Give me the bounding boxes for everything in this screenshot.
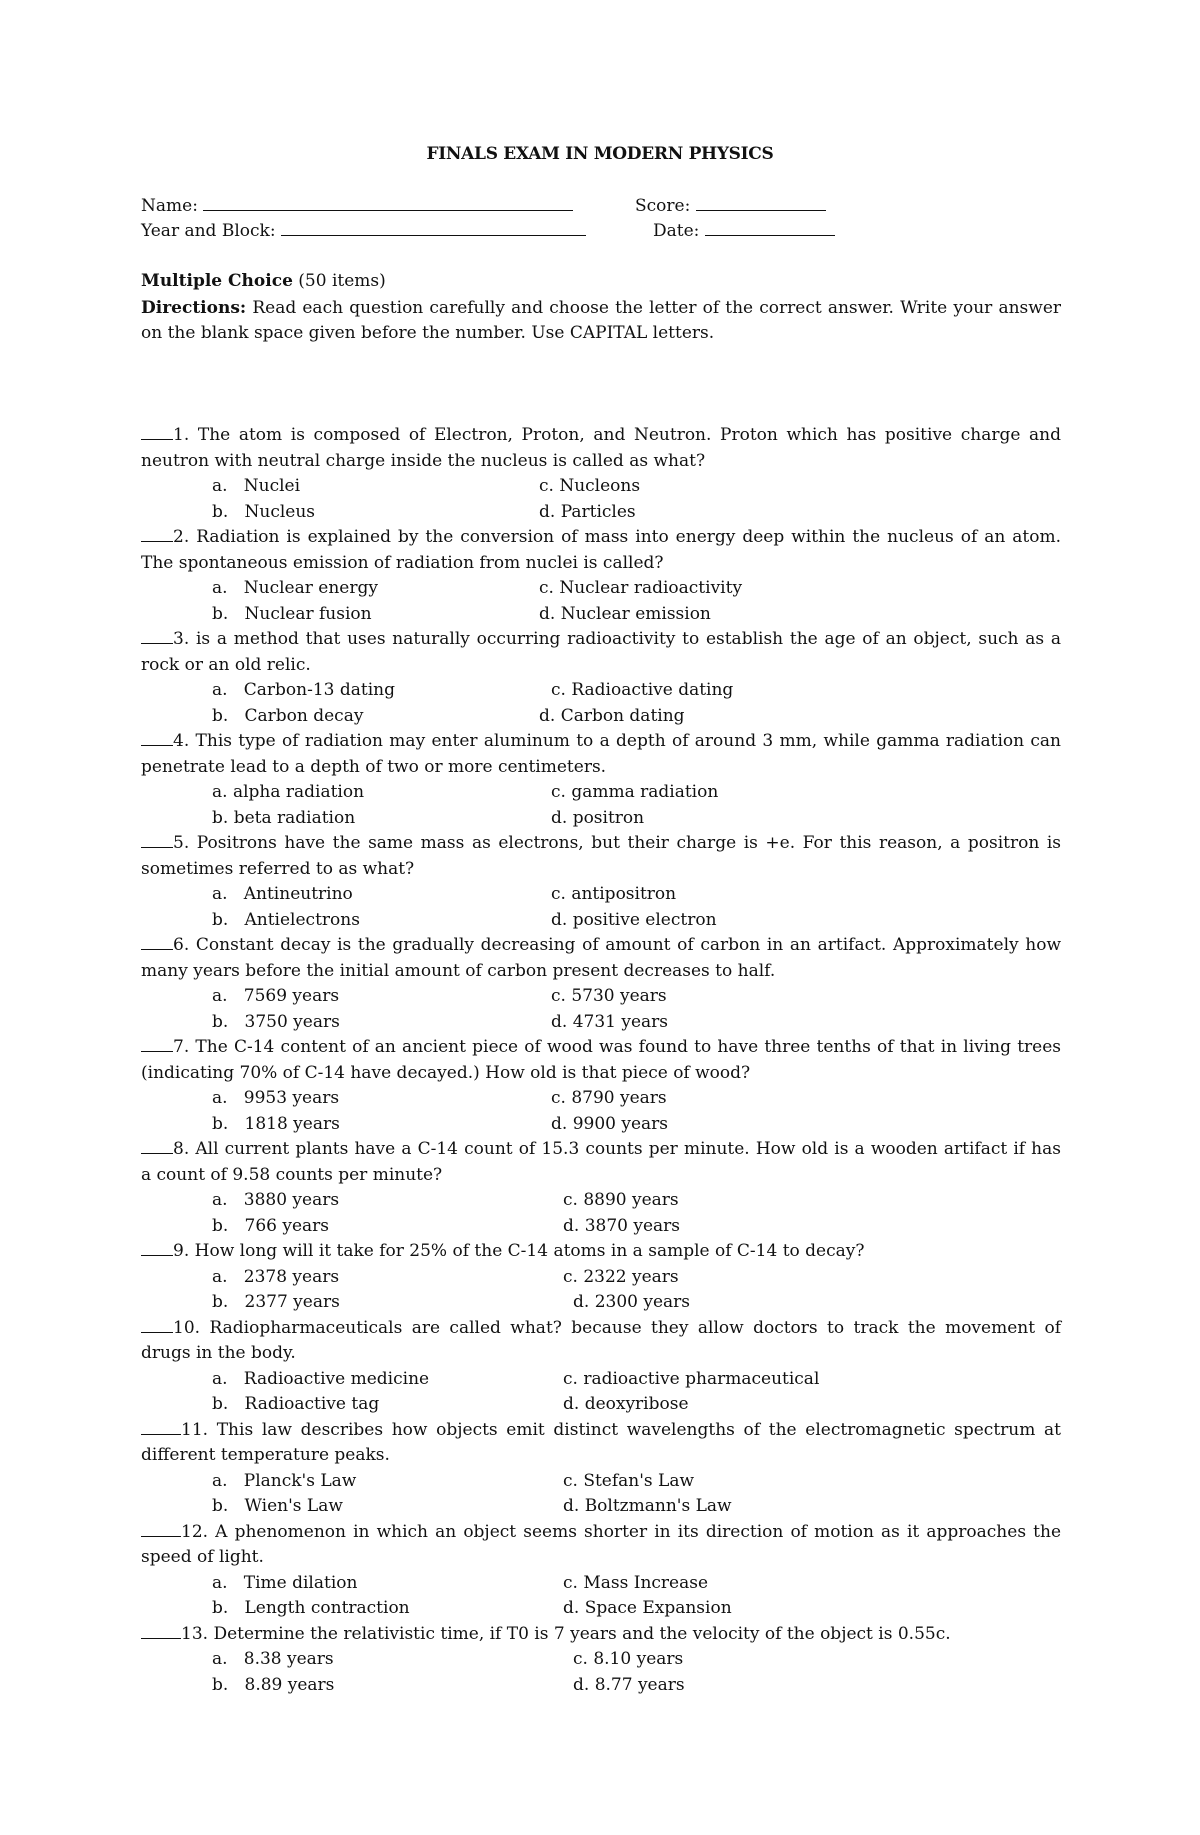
answer-options xyxy=(141,1469,1061,1520)
answer-options xyxy=(141,780,1061,831)
question-text-line xyxy=(141,525,1061,576)
question-item xyxy=(141,1316,1061,1418)
question-text: How long will it take for 25% of the C-14 atoms in a sample of C-14 to decay? xyxy=(194,1241,865,1261)
question-item xyxy=(141,831,1061,933)
answer-blank[interactable] xyxy=(141,629,173,644)
option-c: c. 8890 years xyxy=(563,1190,679,1210)
answer-blank[interactable] xyxy=(141,1139,173,1154)
option-a: a. Radioactive medicine xyxy=(212,1368,430,1389)
answer-blank[interactable] xyxy=(141,833,173,848)
question-item xyxy=(141,525,1061,627)
option-c: c. 5730 years xyxy=(551,986,667,1006)
directions-text: Read each question carefully and choose the letter of the correct answer. Write your answer on the blank space given before the number. Use CAPITAL letters. xyxy=(141,298,1062,343)
question-text: A phenomenon in which an object seems shorter in its direction of motion as it approaches the speed of light. xyxy=(141,1521,1061,1567)
question-text-line xyxy=(141,729,1061,780)
option-a: a. Time dilation xyxy=(212,1572,358,1593)
option-a: a. 2378 years xyxy=(212,1266,340,1287)
answer-blank[interactable] xyxy=(141,1522,181,1537)
option-c: c. Nuclear radioactivity xyxy=(539,578,743,598)
question-text: Determine the relativistic time, if T0 is 7 years and the velocity of the object is 0.55c. xyxy=(213,1623,951,1644)
question-text: Constant decay is the gradually decreasing of amount of carbon in an artifact. Approximately how many years before the initial amount of carbon present decreases to half. xyxy=(141,935,1062,981)
answer-options xyxy=(141,1086,1061,1137)
question-number: 11. xyxy=(181,1419,209,1440)
option-a: a. Nuclei xyxy=(212,476,301,496)
question-item xyxy=(141,729,1061,831)
answer-options xyxy=(141,984,1061,1035)
option-c: c. gamma radiation xyxy=(551,782,719,802)
question-text-line xyxy=(141,1520,1061,1571)
option-a: a. 3880 years xyxy=(212,1190,340,1210)
question-number: 2. xyxy=(173,527,190,547)
option-b: b. Carbon decay xyxy=(212,705,364,726)
question-text-line xyxy=(141,1316,1061,1367)
option-b: b. beta radiation xyxy=(212,807,356,828)
question-text-line xyxy=(141,1137,1061,1188)
question-item xyxy=(141,1239,1061,1316)
option-a: a. 8.38 years xyxy=(212,1649,334,1669)
question-text: This law describes how objects emit distinct wavelengths of the electromagnetic spectrum at different temperature peaks. xyxy=(141,1419,1061,1465)
question-text-line xyxy=(141,831,1061,882)
score-label: Score: xyxy=(635,196,691,216)
option-c: c. 8.10 years xyxy=(573,1649,684,1669)
question-text: The C-14 content of an ancient piece of wood was found to have three tenths of that in living trees (indicating 70% of C-14 have decayed.) How old is that piece of wood? xyxy=(141,1037,1062,1083)
question-item xyxy=(141,1520,1061,1622)
option-d: d. 4731 years xyxy=(551,1011,669,1032)
exam-title: FINALS EXAM IN MODERN PHYSICS xyxy=(426,144,774,164)
question-text-line xyxy=(141,1239,1061,1265)
question-text: All current plants have a C-14 count of 15.3 counts per minute. How old is a wooden artifact if has a count of 9.58 counts per minute? xyxy=(141,1139,1061,1185)
directions xyxy=(141,296,1061,346)
answer-options xyxy=(141,1265,1061,1316)
question-item xyxy=(141,1035,1061,1137)
option-c: c. 8790 years xyxy=(551,1088,667,1108)
option-b: b. Length contraction xyxy=(212,1598,410,1618)
answer-blank[interactable] xyxy=(141,1241,173,1256)
option-d: d. positive electron xyxy=(551,909,717,930)
directions-label: Directions: xyxy=(141,298,247,318)
year-block-field xyxy=(141,219,586,241)
option-d: d. 8.77 years xyxy=(573,1674,685,1695)
answer-options xyxy=(141,678,1061,729)
date-blank[interactable] xyxy=(705,219,835,236)
option-c: c. Radioactive dating xyxy=(551,680,734,700)
option-d: d. Carbon dating xyxy=(539,705,685,726)
question-item xyxy=(141,423,1061,525)
answer-blank[interactable] xyxy=(141,731,173,746)
option-d: d. Particles xyxy=(539,501,636,522)
option-d: d. deoxyribose xyxy=(563,1394,689,1414)
option-d: d. Space Expansion xyxy=(563,1598,732,1618)
question-text: is a method that uses naturally occurring radioactivity to establish the age of an object, such as a rock or an old relic. xyxy=(141,629,1061,675)
question-number: 9. xyxy=(173,1241,190,1261)
answer-blank[interactable] xyxy=(141,1624,181,1639)
question-text-line xyxy=(141,1035,1061,1086)
answer-options xyxy=(141,474,1061,525)
option-a: a. Nuclear energy xyxy=(212,578,378,598)
name-field xyxy=(141,194,573,216)
question-list xyxy=(141,423,1061,1698)
section-heading xyxy=(141,271,386,291)
date-label: Date: xyxy=(653,221,700,241)
question-item xyxy=(141,627,1061,729)
name-blank[interactable] xyxy=(203,194,573,211)
score-blank[interactable] xyxy=(696,194,826,211)
answer-options xyxy=(141,1571,1061,1622)
question-text: Radiation is explained by the conversion of mass into energy deep within the nucleus of an atom. The spontaneous emission of radiation from nuclei is called? xyxy=(141,527,1062,573)
answer-blank[interactable] xyxy=(141,527,173,542)
option-b: b. Antielectrons xyxy=(212,909,360,930)
answer-options xyxy=(141,1647,1061,1698)
answer-blank[interactable] xyxy=(141,425,173,440)
question-item xyxy=(141,1418,1061,1520)
option-a: a. Antineutrino xyxy=(212,884,353,904)
option-a: a. 9953 years xyxy=(212,1088,340,1108)
option-c: c. 2322 years xyxy=(563,1266,679,1287)
option-b: b. Wien's Law xyxy=(212,1496,343,1516)
option-b: b. Nucleus xyxy=(212,501,316,522)
question-item xyxy=(141,933,1061,1035)
option-b: b. 3750 years xyxy=(212,1011,340,1032)
option-c: c. Mass Increase xyxy=(563,1572,709,1593)
option-a: a. 7569 years xyxy=(212,986,340,1006)
answer-options xyxy=(141,576,1061,627)
option-b: b. 8.89 years xyxy=(212,1674,335,1695)
answer-blank[interactable] xyxy=(141,1420,181,1435)
option-c: c. radioactive pharmaceutical xyxy=(563,1368,820,1389)
option-d: d. Boltzmann's Law xyxy=(563,1496,732,1516)
question-text: The atom is composed of Electron, Proton, and Neutron. Proton which has positive charge and neutron with neutral charge inside the nucleus is called as what? xyxy=(141,425,1061,471)
answer-blank[interactable] xyxy=(141,1037,173,1052)
question-number: 5. xyxy=(173,833,190,853)
option-b: b. Nuclear fusion xyxy=(212,603,372,624)
question-text-line xyxy=(141,627,1061,678)
option-b: b. 2377 years xyxy=(212,1292,340,1312)
option-b: b. 1818 years xyxy=(212,1113,340,1134)
option-a: a. Planck's Law xyxy=(212,1470,357,1491)
question-number: 3. xyxy=(173,629,190,649)
answer-options xyxy=(141,882,1061,933)
year-block-label: Year and Block: xyxy=(141,221,276,241)
question-text: Positrons have the same mass as electrons, but their charge is +e. For this reason, a positron is sometimes referred to as what? xyxy=(141,833,1061,879)
question-text: Radiopharmaceuticals are called what? because they allow doctors to track the movement of drugs in the body. xyxy=(141,1317,1061,1363)
question-number: 4. xyxy=(173,731,190,751)
section-title: Multiple Choice xyxy=(141,271,293,291)
option-b: b. 766 years xyxy=(212,1215,329,1236)
question-text-line xyxy=(141,423,1061,474)
question-number: 8. xyxy=(173,1139,190,1159)
option-a: a. alpha radiation xyxy=(212,782,365,802)
answer-blank[interactable] xyxy=(141,1318,173,1333)
name-label: Name: xyxy=(141,196,198,216)
answer-blank[interactable] xyxy=(141,935,173,950)
option-d: d. Nuclear emission xyxy=(539,603,711,624)
question-number: 7. xyxy=(173,1037,190,1057)
question-item xyxy=(141,1622,1061,1699)
option-c: c. Nucleons xyxy=(539,476,641,496)
option-d: d. 2300 years xyxy=(573,1292,691,1312)
question-number: 6. xyxy=(173,935,190,955)
option-d: d. 3870 years xyxy=(563,1215,681,1236)
answer-options xyxy=(141,1188,1061,1239)
question-number: 12. xyxy=(181,1521,209,1542)
date-field xyxy=(653,219,835,241)
item-count: (50 items) xyxy=(298,271,386,291)
year-block-blank[interactable] xyxy=(281,219,586,236)
question-text: This type of radiation may enter aluminum to a depth of around 3 mm, while gamma radiation can penetrate lead to a depth of two or more centimeters. xyxy=(141,731,1061,777)
answer-options xyxy=(141,1367,1061,1418)
question-text-line xyxy=(141,1622,1061,1648)
score-field xyxy=(635,194,826,216)
question-item xyxy=(141,1137,1061,1239)
question-text-line xyxy=(141,933,1061,984)
option-a: a. Carbon-13 dating xyxy=(212,680,395,700)
option-c: c. antipositron xyxy=(551,884,677,904)
option-b: b. Radioactive tag xyxy=(212,1394,380,1414)
question-number: 1. xyxy=(173,425,190,445)
option-d: d. 9900 years xyxy=(551,1113,669,1134)
option-c: c. Stefan's Law xyxy=(563,1470,695,1491)
question-number: 13. xyxy=(181,1623,209,1644)
question-text-line xyxy=(141,1418,1061,1469)
option-d: d. positron xyxy=(551,807,645,828)
question-number: 10. xyxy=(173,1317,201,1338)
